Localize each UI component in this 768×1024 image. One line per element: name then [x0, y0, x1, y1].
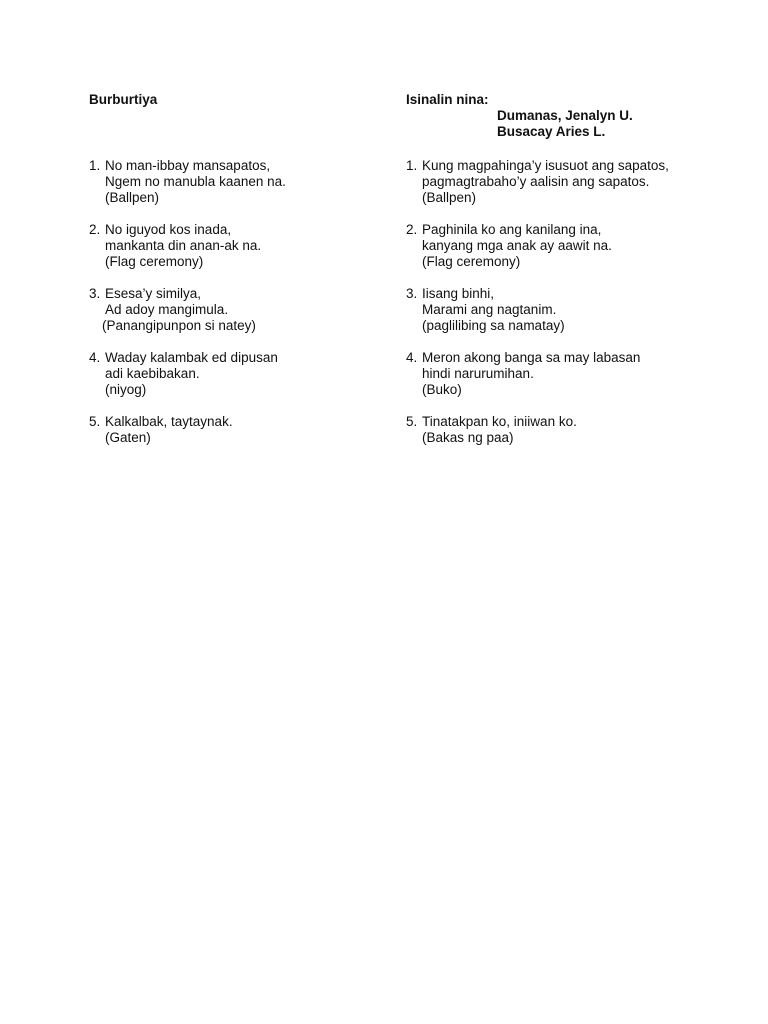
riddle-line: mankanta din anan-ak na. — [105, 238, 262, 253]
riddle-line: hindi narurumihan. — [422, 366, 534, 381]
riddle-line: pagmagtrabaho’y aalisin ang sapatos. — [422, 174, 650, 189]
riddles-title: Burburtiya — [89, 92, 158, 107]
riddle-line: Meron akong banga sa may labasan — [422, 350, 641, 365]
translator-name: Dumanas, Jenalyn U. — [497, 108, 633, 123]
riddle-answer: (Flag ceremony) — [105, 254, 204, 269]
riddle-item — [89, 414, 286, 446]
translator-name: Busacay Aries L. — [497, 124, 606, 139]
riddle-item — [89, 286, 286, 334]
riddle-item — [406, 414, 669, 446]
riddle-line: Kalkalbak, taytaynak. — [105, 414, 233, 429]
right-column — [406, 92, 736, 445]
riddle-number: 4. — [406, 350, 418, 365]
riddle-line: No iguyod kos inada, — [105, 222, 232, 237]
riddle-item — [406, 286, 669, 334]
riddle-item — [406, 222, 669, 270]
left-column — [89, 92, 389, 445]
right-riddle-list — [406, 158, 669, 462]
riddle-item — [406, 158, 669, 206]
riddle-answer: (Bakas ng paa) — [422, 430, 514, 445]
translators-heading: Isinalin nina: — [406, 92, 489, 107]
riddle-number: 1. — [406, 158, 418, 173]
riddle-line: Esesa’y similya, — [105, 286, 202, 301]
riddle-number: 5. — [89, 414, 101, 429]
riddle-item — [89, 350, 286, 398]
riddle-line: Marami ang nagtanim. — [422, 302, 557, 317]
riddle-line: No man-ibbay mansapatos, — [105, 158, 271, 173]
riddle-line: Iisang binhi, — [422, 286, 495, 301]
riddle-number: 3. — [89, 286, 101, 301]
riddle-item — [406, 350, 669, 398]
riddle-answer: (niyog) — [105, 382, 147, 397]
riddle-answer: (Gaten) — [105, 430, 151, 445]
riddle-number: 4. — [89, 350, 101, 365]
riddle-line: kanyang mga anak ay aawit na. — [422, 238, 612, 253]
riddle-answer: (Flag ceremony) — [422, 254, 521, 269]
riddle-number: 1. — [89, 158, 101, 173]
riddle-line: Waday kalambak ed dipusan — [105, 350, 278, 365]
riddle-line: adi kaebibakan. — [105, 366, 200, 381]
riddle-number: 5. — [406, 414, 418, 429]
riddle-line: Paghinila ko ang kanilang ina, — [422, 222, 602, 237]
riddle-line: Ngem no manubla kaanen na. — [105, 174, 286, 189]
riddle-answer: (Buko) — [422, 382, 462, 397]
riddle-line: Kung magpahinga’y isusuot ang sapatos, — [422, 158, 669, 173]
riddle-item — [89, 158, 286, 206]
riddle-number: 2. — [89, 222, 101, 237]
left-riddle-list — [89, 158, 286, 462]
riddle-answer: (Ballpen) — [422, 190, 477, 205]
riddle-line: Ad adoy mangimula. — [105, 302, 229, 317]
riddle-answer: (Panangipunpon si natey) — [102, 318, 256, 333]
riddle-line: Tinatakpan ko, iniiwan ko. — [422, 414, 577, 429]
riddle-item — [89, 222, 286, 270]
translators-list — [406, 108, 736, 140]
riddle-number: 3. — [406, 286, 418, 301]
riddle-answer: (Ballpen) — [105, 190, 160, 205]
riddle-answer: (paglilibing sa namatay) — [422, 318, 565, 333]
riddle-number: 2. — [406, 222, 418, 237]
